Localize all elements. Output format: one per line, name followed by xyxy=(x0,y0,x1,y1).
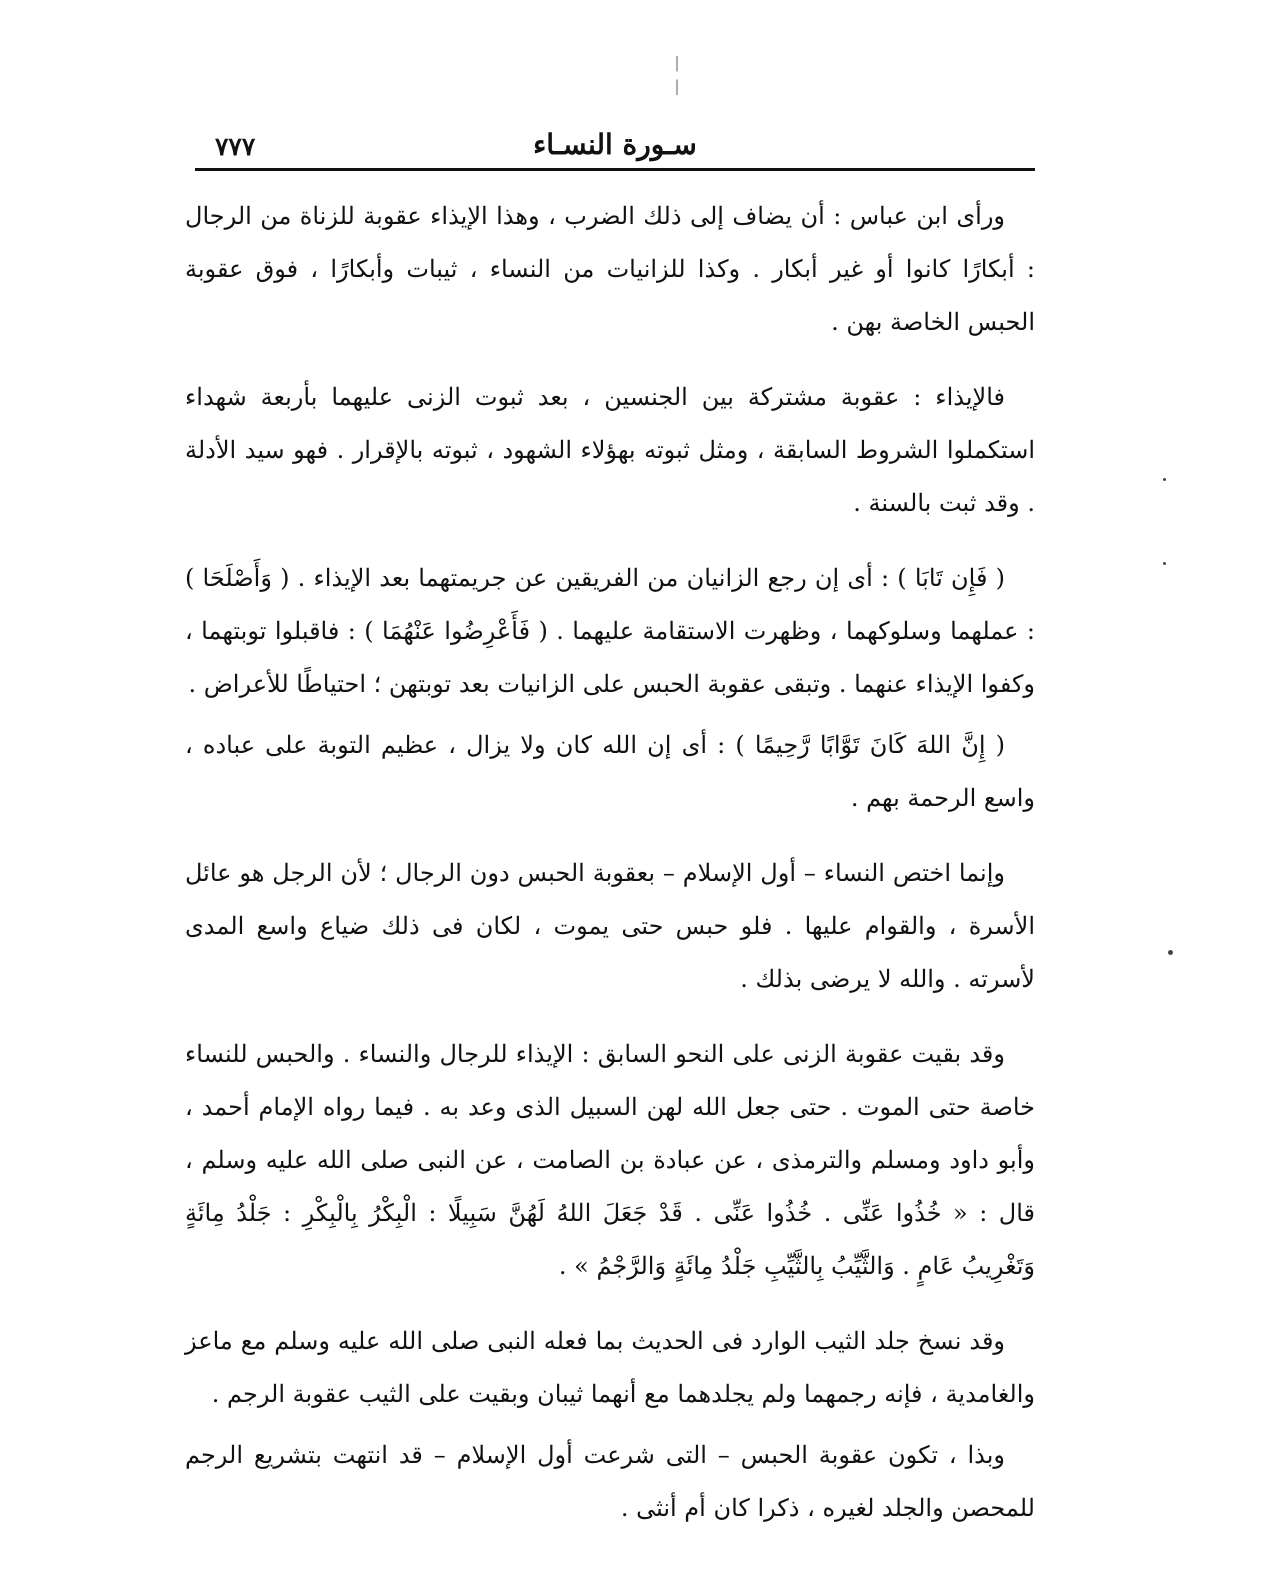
surah-title: سـورة النسـاء xyxy=(533,128,697,161)
paragraph-repentance: ( فَإِن تَابَا ) : أى إن رجع الزانيان من الفريقين عن جريمتهما بعد الإيذاء . ( وَأَصْلَحَا ) : عملهما وسلوكهما ، وظهرت الاستقامة عليهما . ( فَأَعْرِضُوا عَنْهُمَا ) : فاقبلوا توبتهما ، وكفوا الإيذاء عنهما . وتبقى عقوبة الحبس على الزانيات بعد توبتهن ؛ احتياطًا للأعراض . xyxy=(185,564,1035,698)
paragraph-abrogation: وقد نسخ جلد الثيب الوارد فى الحديث بما فعله النبى صلى الله عليه وسلم مع ماعز والغامدية ، فإنه رجمهما ولم يجلدهما مع أنهما ثيبان وبقيت على الثيب عقوبة الرجم . xyxy=(185,1327,1035,1408)
page-body xyxy=(185,190,1035,1557)
paragraph-idhaa: فالإيذاء : عقوبة مشتركة بين الجنسين ، بعد ثبوت الزنى عليهما بأربعة شهداء استكملوا الشروط السابقة ، ومثل ثبوته بهؤلاء الشهود ، ثبوته بالإقرار . فهو سيد الأدلة . وقد ثبت بالسنة . xyxy=(185,383,1035,517)
margin-speck xyxy=(1163,562,1166,565)
page-number: ٧٧٧ xyxy=(215,132,256,161)
paragraph-ibn-abbas: ورأى ابن عباس : أن يضاف إلى ذلك الضرب ، وهذا الإيذاء عقوبة للزناة من الرجال : أبكارًا كانوا أو غير أبكار . وكذا للزانيات من النساء ، ثيبات وأبكارًا ، فوق عقوبة الحبس الخاصة بهن . xyxy=(185,202,1035,336)
margin-speck xyxy=(1168,950,1173,955)
margin-speck xyxy=(1163,478,1166,481)
paragraph-hadith: وقد بقيت عقوبة الزنى على النحو السابق : الإيذاء للرجال والنساء . والحبس للنساء خاصة حتى الموت . حتى جعل الله لهن السبيل الذى وعد به . فيما رواه الإمام أحمد ، وأبو داود ومسلم والترمذى ، عن عبادة بن الصامت ، عن النبى صلى الله عليه وسلم ، قال : « خُذُوا عَنِّى . خُذُوا عَنِّى . قَدْ جَعَلَ اللهُ لَهُنَّ سَبِيلًا : الْبِكْرُ بِالْبِكْرِ : جَلْدُ مِائَةٍ وَتَغْرِيبُ عَامٍ . وَالثَّيِّبُ بِالثَّيِّبِ جَلْدُ مِائَةٍ وَالرَّجْمُ » . xyxy=(185,1040,1036,1280)
scan-mark xyxy=(676,56,678,108)
paragraph-god-merciful: ( إِنَّ اللهَ كَانَ تَوَّابًا رَّحِيمًا ) : أى إن الله كان ولا يزال ، عظيم التوبة على عباده ، واسع الرحمة بهم . xyxy=(185,731,1035,812)
page-header xyxy=(195,128,1035,168)
header-rule xyxy=(195,168,1035,171)
paragraph-women-confinement: وإنما اختص النساء – أول الإسلام – بعقوبة الحبس دون الرجال ؛ لأن الرجل هو عائل الأسرة ، والقوام عليها . فلو حبس حتى يموت ، لكان فى ذلك ضياع واسع المدى لأسرته . والله لا يرضى بذلك . xyxy=(185,859,1035,993)
paragraph-conclusion: وبذا ، تكون عقوبة الحبس – التى شرعت أول الإسلام – قد انتهت بتشريع الرجم للمحصن والجلد لغيره ، ذكرا كان أم أنثى . xyxy=(185,1441,1035,1522)
